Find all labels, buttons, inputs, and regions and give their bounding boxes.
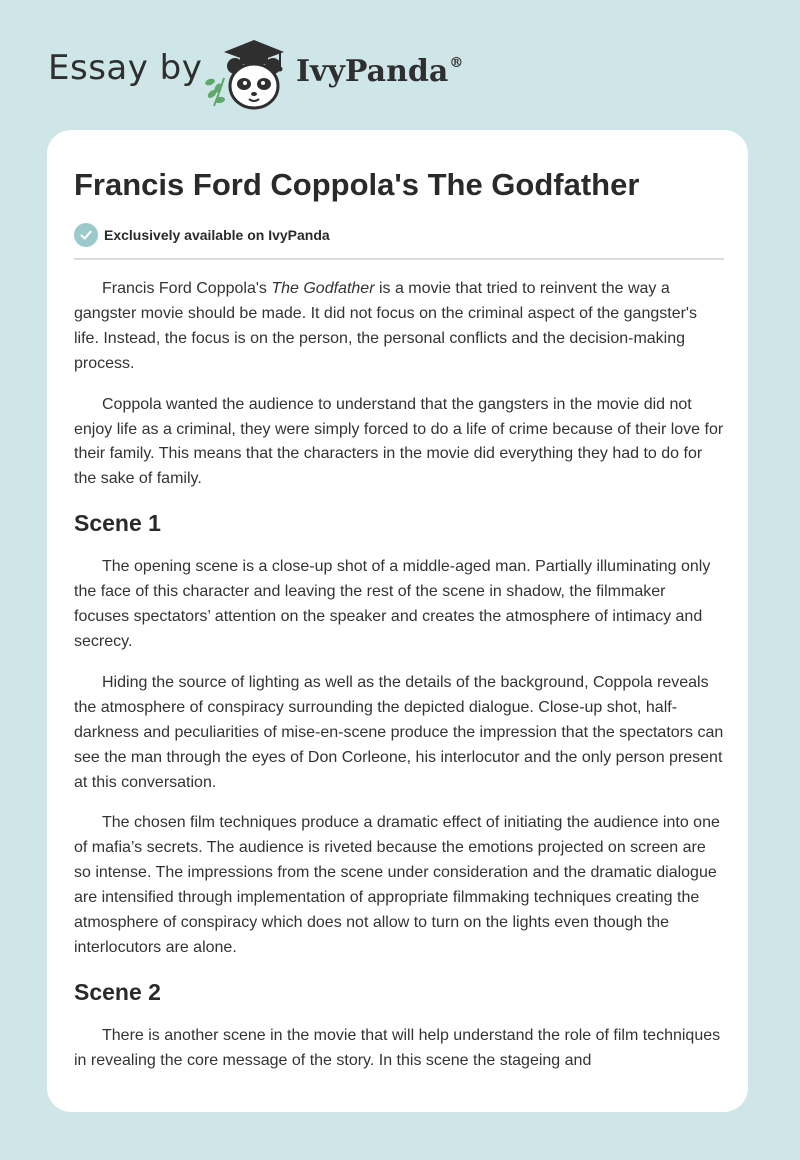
- check-circle-icon: [74, 223, 98, 247]
- registered-mark: ®: [449, 55, 464, 71]
- film-title: The Godfather: [271, 280, 375, 297]
- section-heading-scene-1: Scene 1: [74, 510, 161, 537]
- paragraph-scene2-1: There is another scene in the movie that will help understand the role of film techniques in revealing the core message of the story. In this scene the stageing and: [74, 1026, 721, 1069]
- site-header: [48, 30, 568, 110]
- panda-graduate-icon[interactable]: [202, 36, 292, 114]
- paragraph-scene1-3: The chosen film techniques produce a dramatic effect of initiating the audience into one of mafia’s secrets. The audience is riveted because the emotions projected on screen are so intense. The impressions from the scene under consideration and the dramatic dialogue are intensified through implementation of appropriate filmmaking techniques creating the atmosphere of conspiracy which does not allow to turn on the lights even though the interlocutors are alone.: [74, 814, 720, 956]
- brand-logo-text[interactable]: [296, 54, 463, 89]
- paragraph-scene1-2: Hiding the source of lighting as well as the details of the background, Coppola reveals the atmosphere of conspiracy surrounding the depicted dialogue. Close-up shot, half-darkness and peculiarities of mise-en-scene produce the impression that the spectators can see the man through the eyes of Don Corleone, his interlocutor and the only person present at this conversation.: [74, 673, 724, 791]
- paragraph-scene1-1: The opening scene is a close-up shot of a middle-aged man. Partially illuminating only the face of this character and leaving the rest of the scene in shadow, the filmmaker focuses spectators’ attention on the speaker and creates the atmosphere of intimacy and secrecy.: [74, 558, 711, 650]
- paragraph-intro-1: Francis Ford Coppola's The Godfather is a movie that tried to reinvent the way a gangster movie should be made. It did not focus on the criminal aspect of the gangster's life. Instead, the focus is on the person, the personal conflicts and the decision-making process.: [74, 280, 697, 372]
- title-divider: [74, 258, 724, 260]
- paragraph-intro-2: Coppola wanted the audience to understand that the gangsters in the movie did not enjoy life as a criminal, they were simply forced to do a life of crime because of their love for their family. This means that the characters in the movie did everything they had to do for the sake of family.: [74, 395, 724, 488]
- essay-body: [74, 277, 724, 1074]
- brand-name: IvyPanda: [296, 54, 449, 89]
- essay-content: [74, 166, 724, 1090]
- exclusive-label: Exclusively available on IvyPanda: [104, 227, 330, 243]
- essay-by-label: Essay by: [48, 48, 203, 88]
- essay-card: [47, 130, 748, 1112]
- exclusive-badge: [74, 222, 724, 248]
- section-heading-scene-2: Scene 2: [74, 978, 161, 1005]
- essay-title: Francis Ford Coppola's The Godfather: [74, 167, 640, 202]
